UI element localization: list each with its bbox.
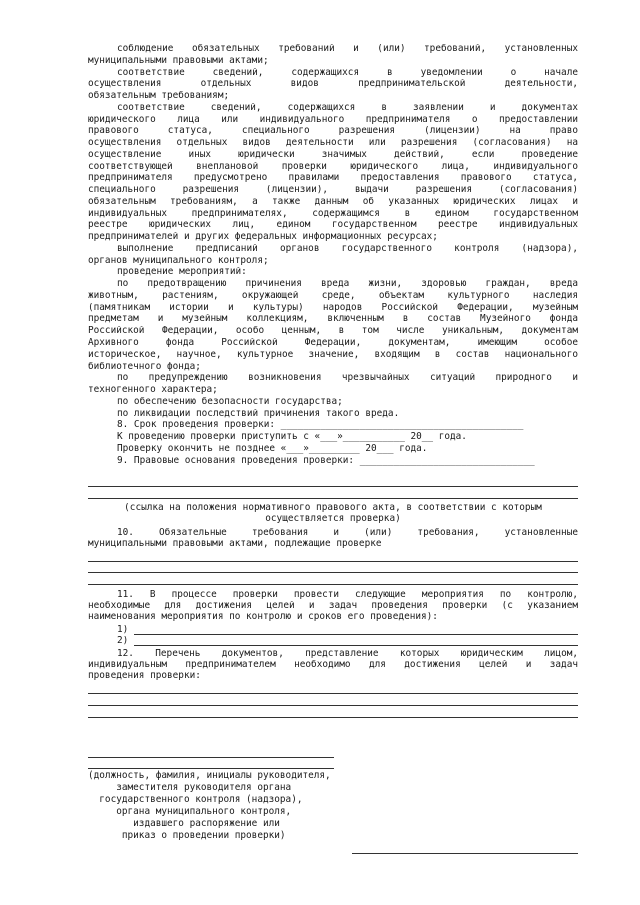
body-text-line: Проверку окончить не позднее «___»_________ 20___ года.	[117, 443, 428, 454]
blank-line	[134, 645, 578, 646]
item-12: индивидуальным предпринимателем необходимо для достижения целей и задач	[88, 660, 578, 670]
body-text-line: соблюдение обязательных требований и (или) требований, установленных	[117, 44, 578, 54]
body-text-line: специального разрешения (лицензии), выдачи разрешения (согласования)	[88, 185, 578, 196]
body-text-line: осуществления отдельных видов деятельности или разрешения (согласования) на	[88, 138, 578, 149]
body-text-line: предпринимателей и других федеральных информационных ресурсах;	[88, 232, 438, 243]
body-text-line: К проведению проверки приступить с «___»___________ 20__ года.	[117, 432, 467, 443]
blank-line	[88, 717, 578, 718]
body-text-line: предпринимателя предусмотрено правилами предоставления правового статуса,	[88, 173, 578, 184]
body-text-line: индивидуальных предпринимателях, содержащимся в едином государственном	[88, 208, 578, 219]
body-text-line: проведение мероприятий:	[117, 267, 247, 278]
item-11: необходимые для достижения целей и задач проведения проверки (с указанием	[88, 601, 578, 611]
body-text-line: юридического лица или индивидуального предпринимателя о предоставлении	[88, 114, 578, 125]
legal-basis-note: (ссылка на положения нормативного правового акта, в соответствии с которым	[124, 503, 542, 513]
body-text-line: (памятникам истории и культуры) народов Российской Федерации, музейным	[88, 302, 578, 313]
body-text-line: историческое, научное, культурное значение, входящим в состав национального	[88, 349, 578, 360]
body-text-line: предметам и музейным коллекциям, включенным в состав Музейного фонда	[88, 314, 578, 325]
body-text-line: обязательным требованиям;	[88, 91, 230, 102]
item-11: наименования мероприятия по контролю и сроков его проведения):	[88, 612, 438, 622]
body-text-line: муниципальными правовыми актами;	[88, 55, 269, 66]
body-text-line: соответствующей внеплановой проверки юридического лица, индивидуального	[88, 161, 578, 172]
body-text-line: Российской Федерации, особо ценным, в том числе уникальным, документам	[88, 326, 578, 337]
item-10: муниципальными правовыми актами, подлежащие проверке	[88, 539, 382, 549]
body-text-line: правового статуса, специального разрешения (лицензии) на право	[88, 126, 578, 137]
signer-position-caption: (должность, фамилия, инициалы руководителя, заместителя руководителя органа государственного контроля (надзора), органа муниципального контроля, издавшего распоряжение или приказ о проведении проверки)	[88, 770, 331, 841]
body-text-line: 9. Правовые основания проведения проверки: _______________________________	[117, 455, 535, 466]
signature-line	[352, 853, 578, 854]
blank-line	[88, 498, 578, 499]
blank-line	[88, 705, 578, 706]
item-10: 10. Обязательные требования и (или) требования, установленные	[117, 528, 578, 538]
body-text-line: соответствие сведений, содержащихся в заявлении и документах	[117, 102, 578, 113]
item-11: 11. В процессе проверки провести следующие мероприятия по контролю,	[117, 590, 578, 600]
body-text-line: по обеспечению безопасности государства;	[117, 396, 343, 407]
item-12: 12. Перечень документов, представление которых юридическим лицом,	[117, 649, 578, 659]
body-text-line: техногенного характера;	[88, 385, 218, 396]
body-text-line: соответствие сведений, содержащихся в уведомлении о начале	[117, 67, 578, 78]
body-text-line: Архивного фонда Российской Федерации, документам, имеющим особое	[88, 338, 578, 348]
blank-line	[88, 693, 578, 694]
body-text-line: по ликвидации последствий причинения такого вреда.	[117, 408, 400, 419]
legal-basis-note: осуществляется проверка)	[265, 514, 401, 524]
blank-line	[88, 486, 578, 487]
blank-line	[88, 584, 578, 585]
signature-line	[88, 768, 334, 769]
body-text-line: библиотечного фонда;	[88, 361, 201, 372]
body-text-line: выполнение предписаний органов государственного контроля (надзора),	[117, 243, 578, 254]
body-text-line: осуществления отдельных видов предпринимательской деятельности,	[88, 79, 578, 90]
body-text-line: реестре юридических лиц, едином государственном реестре индивидуальных	[88, 220, 578, 231]
list-number: 1)	[117, 625, 129, 635]
signature-line	[88, 757, 334, 758]
body-text-line: органов муниципального контроля;	[88, 255, 269, 266]
body-text-line: по предотвращению причинения вреда жизни, здоровью граждан, вреда	[117, 279, 578, 290]
body-text-line: обязательным требованиям, а также данным об указанных юридических лицах и	[88, 196, 578, 207]
blank-line	[134, 634, 578, 635]
blank-line	[88, 572, 578, 573]
blank-line	[88, 561, 578, 562]
body-text-line: 8. Срок проведения проверки: ___________________________________________	[117, 420, 524, 431]
body-text-line: осуществление иных юридически значимых действий, если проведение	[88, 149, 578, 160]
list-number: 2)	[117, 636, 129, 646]
body-text-line: животным, растениям, окружающей среде, объектам культурного наследия	[88, 290, 578, 301]
body-text-line: по предупреждению возникновения чрезвычайных ситуаций природного и	[117, 373, 578, 384]
item-12: проведения проверки:	[88, 671, 201, 681]
